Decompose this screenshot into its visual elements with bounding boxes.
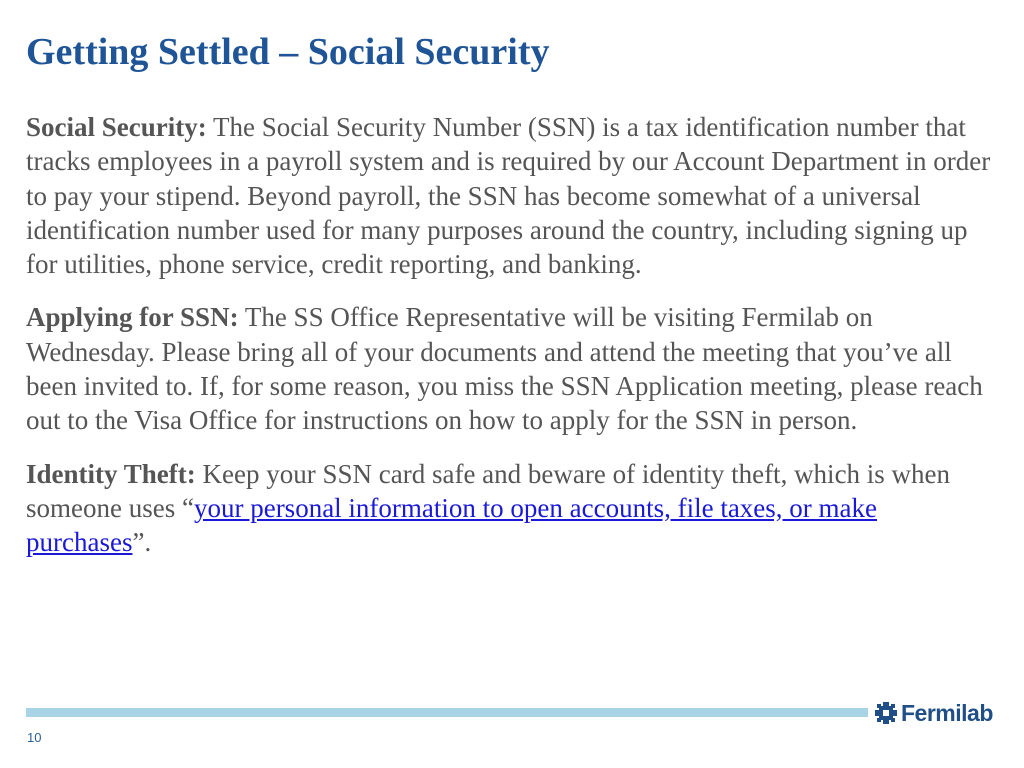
applying-for-ssn-heading: Applying for SSN: <box>26 302 239 333</box>
fermilab-logo <box>874 698 993 728</box>
fermilab-logo-icon <box>874 701 898 725</box>
footer-divider-bar <box>26 708 868 717</box>
identity-theft-text-after: ”. <box>132 527 152 558</box>
social-security-heading: Social Security: <box>26 112 207 142</box>
slide-body <box>26 110 1001 579</box>
page-number: 10 <box>27 730 42 745</box>
identity-theft-text-before: Keep your SSN card safe and beware of identity theft, which is when someone uses “ <box>26 458 951 523</box>
applying-for-ssn-text: The SS Office Representative will be visiting Fermilab on Wednesday. Please bring all of your documents and attend the meeting that you’ve all been invited to. If, for some reason, you miss the SSN Application meeting, please reach out to the Visa Office for instructions on how to apply for the SSN in person. <box>26 302 983 436</box>
identity-theft-link[interactable]: your personal information to open accounts, file taxes, or make purchases <box>26 492 878 558</box>
social-security-text: The Social Security Number (SSN) is a tax identification number that tracks employees in a payroll system and is required by our Account Department in order to pay your stipend. Beyond payroll, the SSN has become somewhat of a universal identification number used for many purposes around the country, including signing up for utilities, phone service, credit reporting, and banking. <box>26 112 991 280</box>
slide-title: Getting Settled – Social Security <box>26 31 550 73</box>
paragraph-social-security <box>26 110 1001 281</box>
identity-theft-heading: Identity Theft: <box>26 458 196 489</box>
fermilab-logo-text: Fermilab <box>901 699 993 726</box>
paragraph-applying-for-ssn <box>26 300 1001 437</box>
paragraph-identity-theft <box>26 457 1001 560</box>
